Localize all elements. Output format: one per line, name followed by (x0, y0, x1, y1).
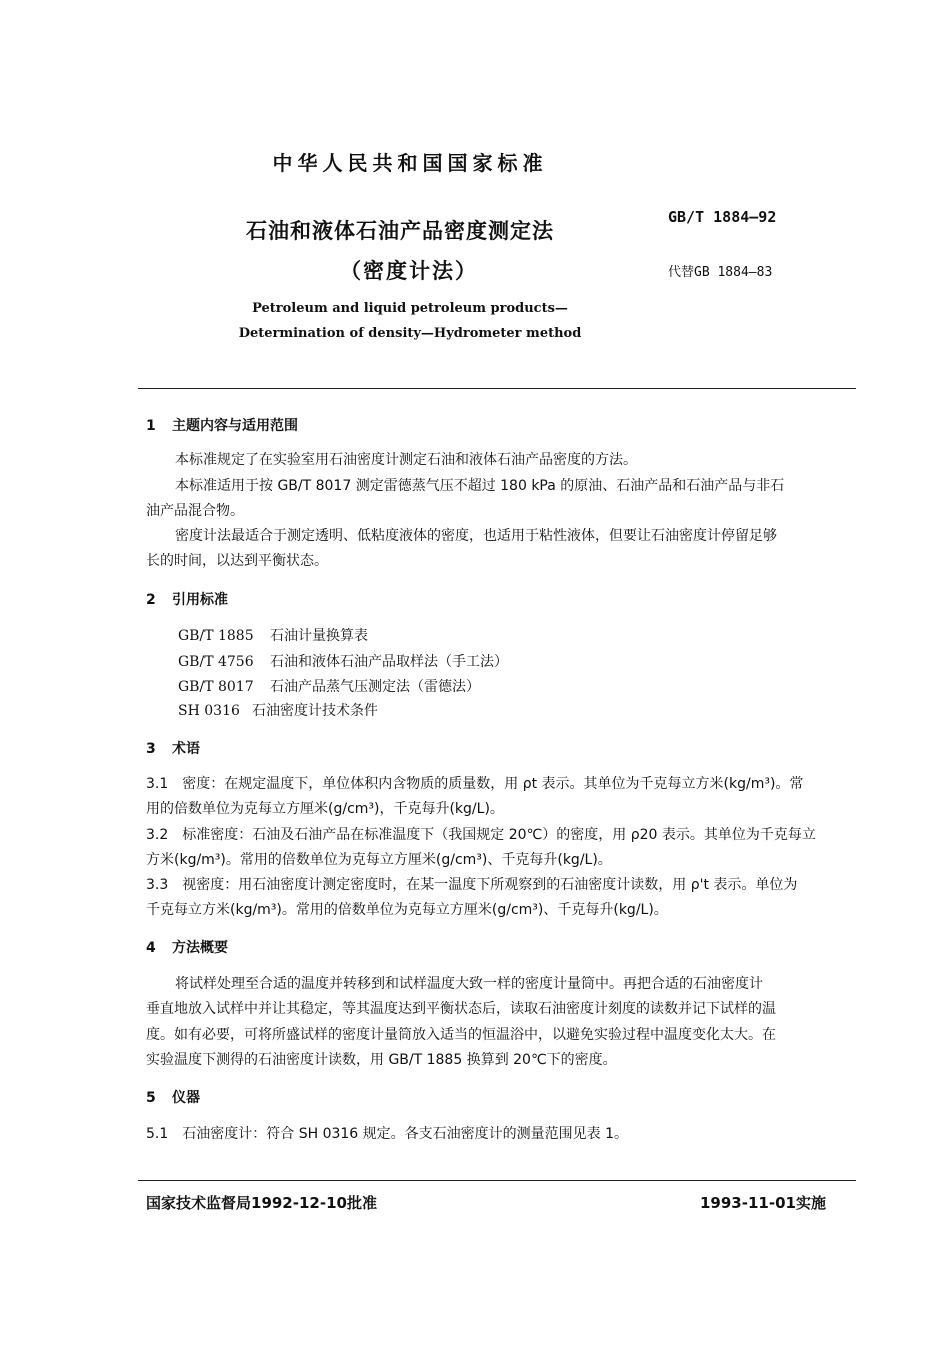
section-title: 术语 (172, 741, 200, 757)
section-4-heading (146, 937, 228, 957)
standard-number: GB/T 1884—92 (668, 208, 777, 226)
title-en-line1: Petroleum and liquid petroleum products— (252, 301, 568, 316)
title-en-line2: Determination of density—Hydrometer method (238, 326, 582, 341)
standard-category: 中华人民共和国国家标准 (272, 151, 548, 175)
reference-item (178, 651, 508, 671)
term-3-2-line2: 方米(kg/m³)。常用的倍数单位为克每立方厘米(g/cm³)、千克每升(kg/L)。 (146, 852, 612, 868)
section-2-heading (146, 589, 228, 609)
section-title: 方法概要 (172, 940, 228, 956)
section-number: 4 (146, 940, 156, 956)
s4-line1: 将试样处理至合适的温度并转移到和试样温度大致一样的密度计量筒中。再把合适的石油密度计 (175, 976, 763, 992)
title-zh: 石油和液体石油产品密度测定法 (246, 219, 554, 243)
reference-code: GB/T 1885 (178, 628, 254, 644)
section-title: 引用标准 (172, 592, 228, 608)
term-3-3-line2: 千克每立方米(kg/m³)。常用的倍数单位为克每立方厘米(g/cm³)、千克每升(kg/L)。 (146, 902, 668, 918)
replaces-number: 代替GB 1884—83 (668, 265, 773, 280)
section-number: 2 (146, 592, 156, 608)
reference-code: SH 0316 (178, 703, 240, 719)
term-3-1-line1: 3.1 密度：在规定温度下，单位体积内含物质的质量数，用 ρt 表示。其单位为千克每立方米(kg/m³)。常 (146, 776, 804, 792)
reference-item (178, 676, 480, 696)
s4-line4: 实验温度下测得的石油密度计读数，用 GB/T 1885 换算到 20℃下的密度。 (146, 1052, 617, 1068)
reference-item (178, 625, 368, 645)
reference-code: GB/T 8017 (178, 679, 254, 695)
s1-paragraph-2-line1: 本标准适用于按 GB/T 8017 测定雷德蒸气压不超过 180 kPa 的原油、石油产品和石油产品与非石 (175, 478, 785, 494)
term-3-1-line2: 用的倍数单位为克每立方厘米(g/cm³)，千克每升(kg/L)。 (146, 801, 504, 817)
section-number: 1 (146, 418, 156, 434)
term-3-2-line1: 3.2 标准密度：石油及石油产品在标准温度下（我国规定 20℃）的密度，用 ρ20 表示。其单位为千克每立 (146, 827, 816, 843)
s5-paragraph-1: 5.1 石油密度计：符合 SH 0316 规定。各支石油密度计的测量范围见表 1。 (146, 1126, 629, 1142)
title-zh-sub: （密度计法） (340, 259, 478, 283)
section-5-heading (146, 1087, 200, 1107)
approval-date: 国家技术监督局1992-12-10批准 (146, 1194, 377, 1212)
s1-paragraph-1: 本标准规定了在实验室用石油密度计测定石油和液体石油产品密度的方法。 (175, 452, 637, 468)
footer-divider (138, 1180, 856, 1181)
reference-item (178, 700, 378, 720)
reference-name: 石油密度计技术条件 (252, 703, 378, 719)
s1-paragraph-3-line2: 长的时间，以达到平衡状态。 (146, 553, 328, 569)
s1-paragraph-3-line1: 密度计法最适合于测定透明、低粘度液体的密度，也适用于粘性液体，但要让石油密度计停留足够 (175, 528, 777, 544)
section-3-heading (146, 738, 200, 758)
section-1-heading (146, 415, 298, 435)
s1-paragraph-2-line2: 油产品混合物。 (146, 503, 244, 519)
reference-name: 石油计量换算表 (270, 628, 368, 644)
reference-name: 石油和液体石油产品取样法（手工法） (270, 654, 508, 670)
implementation-date: 1993-11-01实施 (700, 1194, 826, 1212)
section-title: 仪器 (172, 1090, 200, 1106)
term-3-3-line1: 3.3 视密度：用石油密度计测定密度时，在某一温度下所观察到的石油密度计读数，用 ρ't 表示。单位为 (146, 877, 798, 893)
section-number: 5 (146, 1090, 156, 1106)
reference-name: 石油产品蒸气压测定法（雷德法） (270, 679, 480, 695)
s4-line3: 度。如有必要，可将所盛试样的密度计量筒放入适当的恒温浴中，以避免实验过程中温度变化太大。在 (146, 1027, 776, 1043)
reference-code: GB/T 4756 (178, 654, 254, 670)
header-divider (138, 388, 856, 389)
section-title: 主题内容与适用范围 (172, 418, 298, 434)
s4-line2: 垂直地放入试样中并让其稳定，等其温度达到平衡状态后，读取石油密度计刻度的读数并记下试样的温 (146, 1001, 776, 1017)
section-number: 3 (146, 741, 156, 757)
